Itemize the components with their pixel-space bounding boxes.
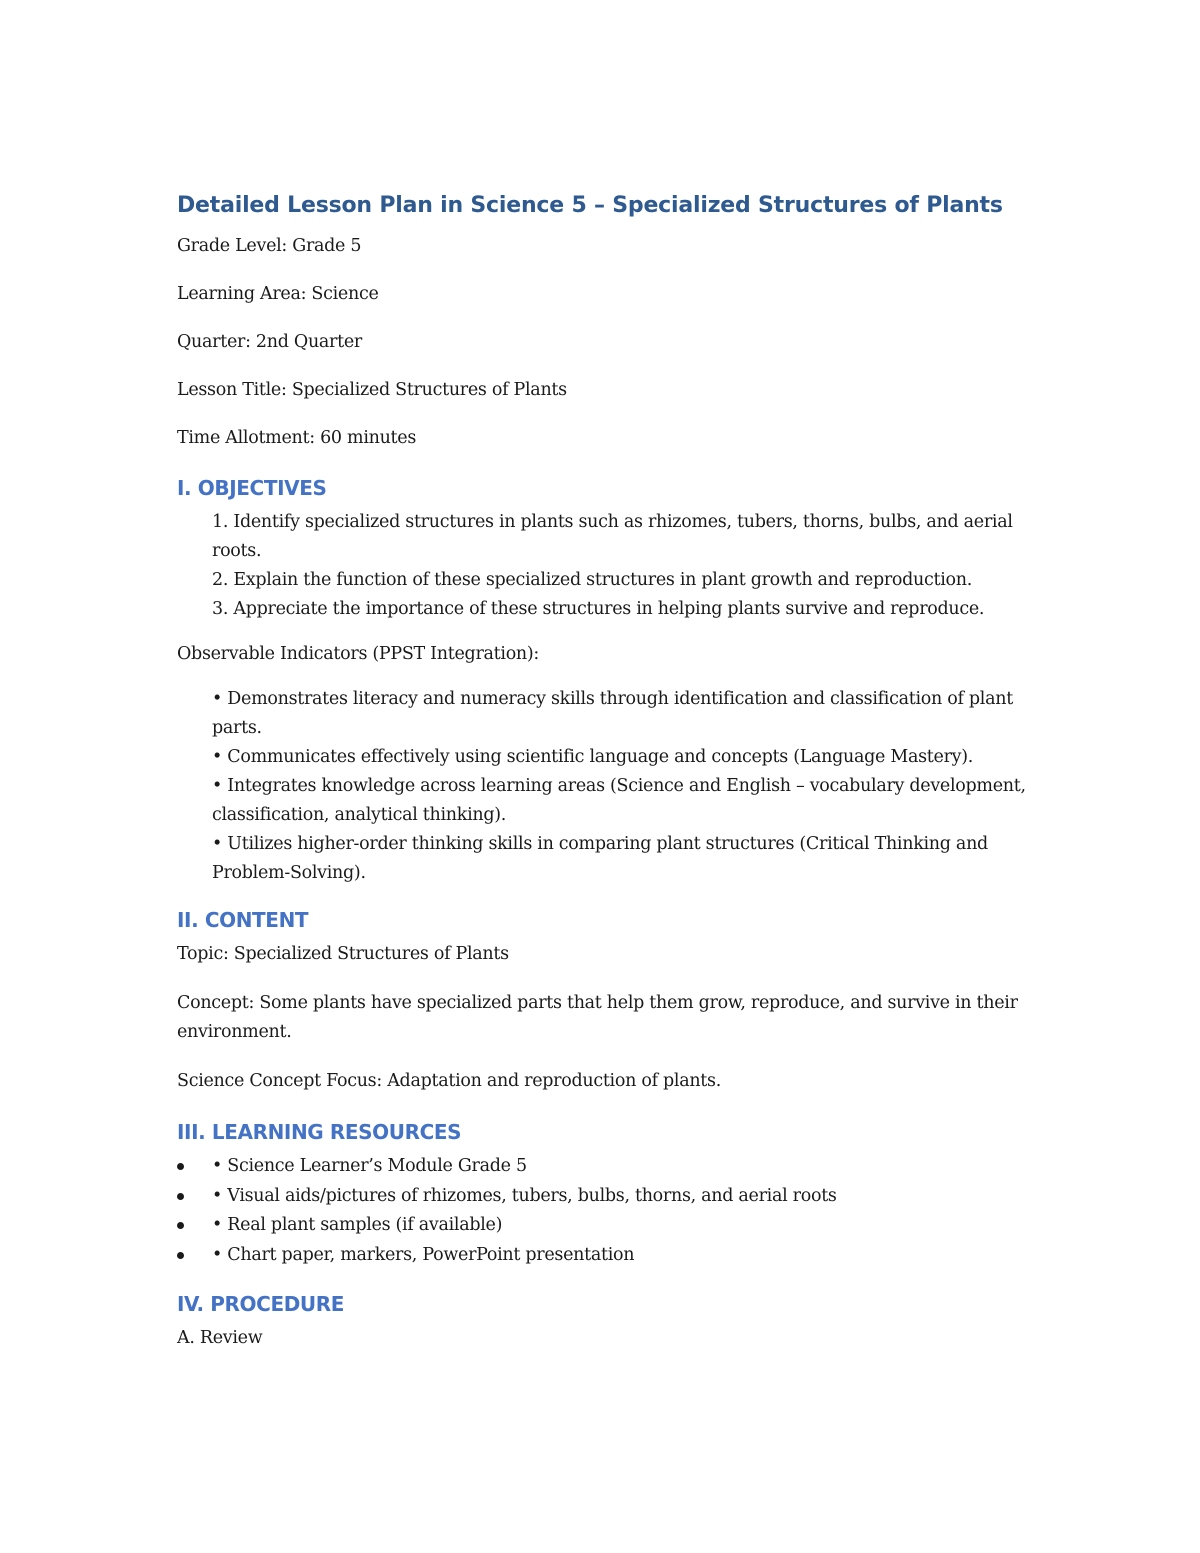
procedure-heading: IV. PROCEDURE (177, 1292, 345, 1316)
procedure-review: A. Review (177, 1328, 263, 1348)
bullet-icon (177, 1252, 184, 1259)
objective-item: 1. Identify specialized structures in plants such as rhizomes, tubers, thorns, bulbs, and aerial roots. (212, 512, 1013, 561)
indicators-list (212, 685, 1037, 888)
resources-heading: III. LEARNING RESOURCES (177, 1120, 462, 1144)
content-topic: Topic: Specialized Structures of Plants (177, 944, 509, 964)
bullet-icon (177, 1222, 184, 1229)
content-concept: Concept: Some plants have specialized parts that help them grow, reproduce, and survive in their environment. (177, 993, 1018, 1042)
indicator-item: • Communicates effectively using scientific language and concepts (Language Mastery). (212, 747, 974, 767)
time-allotment: Time Allotment: 60 minutes (177, 428, 417, 448)
resource-item (177, 1211, 1037, 1241)
objective-item: 2. Explain the function of these specialized structures in plant growth and reproduction. (212, 570, 973, 590)
learning-area: Learning Area: Science (177, 284, 379, 304)
document-page (177, 188, 1037, 1373)
bullet-icon (177, 1193, 184, 1200)
resource-item (177, 1241, 1037, 1271)
indicator-item: • Utilizes higher-order thinking skills in comparing plant structures (Critical Thinking and Problem-Solving). (212, 834, 988, 883)
resource-item (177, 1152, 1037, 1182)
resource-text: • Science Learner’s Module Grade 5 (212, 1156, 527, 1176)
content-heading: II. CONTENT (177, 908, 309, 932)
quarter: Quarter: 2nd Quarter (177, 332, 362, 352)
resource-text: • Real plant samples (if available) (212, 1215, 503, 1235)
resource-item (177, 1182, 1037, 1212)
resource-text: • Visual aids/pictures of rhizomes, tubers, bulbs, thorns, and aerial roots (212, 1185, 837, 1206)
bullet-icon (177, 1163, 184, 1170)
grade-level: Grade Level: Grade 5 (177, 236, 362, 256)
indicator-item: • Integrates knowledge across learning areas (Science and English – vocabulary development, classification, analytical thinking). (212, 776, 1026, 825)
lesson-title: Lesson Title: Specialized Structures of Plants (177, 380, 567, 400)
objective-item: 3. Appreciate the importance of these structures in helping plants survive and reproduce. (212, 599, 985, 619)
objectives-list (212, 508, 1037, 624)
resources-list (177, 1152, 1037, 1270)
indicator-item: • Demonstrates literacy and numeracy skills through identification and classification of plant parts. (212, 689, 1013, 738)
content-focus: Science Concept Focus: Adaptation and reproduction of plants. (177, 1071, 721, 1091)
indicators-label: Observable Indicators (PPST Integration): (177, 644, 540, 664)
objectives-heading: I. OBJECTIVES (177, 476, 327, 500)
resource-text: • Chart paper, markers, PowerPoint presentation (212, 1244, 635, 1265)
document-title: Detailed Lesson Plan in Science 5 – Specialized Structures of Plants (177, 193, 1003, 218)
